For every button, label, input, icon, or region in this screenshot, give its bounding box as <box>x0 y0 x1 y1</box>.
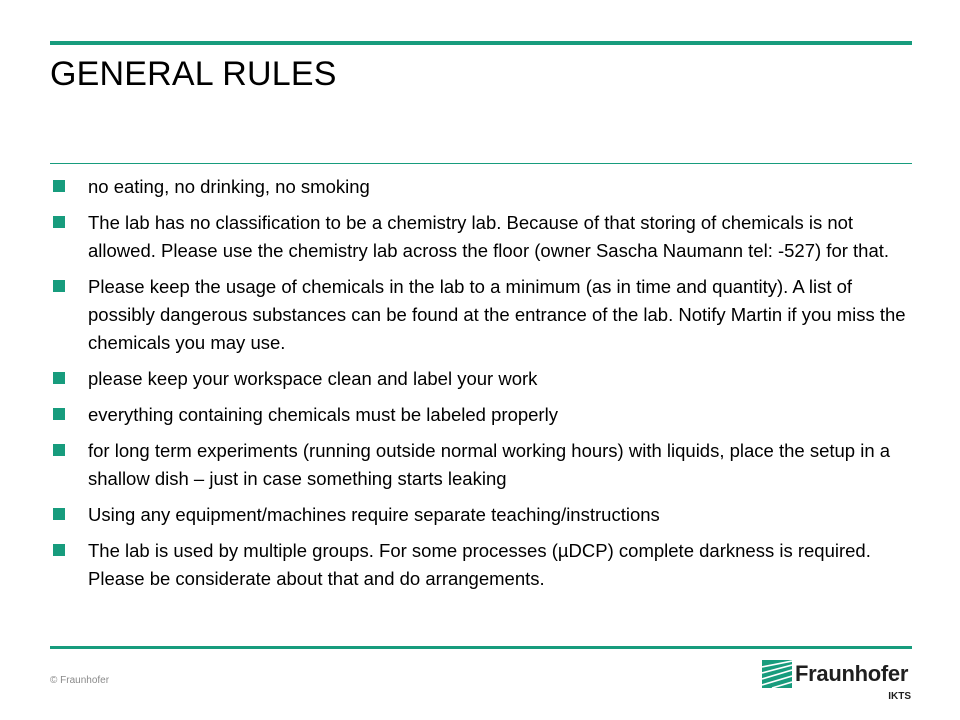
title-underline <box>50 163 912 164</box>
bullet-text: no eating, no drinking, no smoking <box>88 176 370 197</box>
bullet-item <box>50 401 910 429</box>
bullet-item <box>50 173 910 201</box>
square-bullet-icon <box>53 280 65 292</box>
bullet-item <box>50 365 910 393</box>
bullet-text: everything containing chemicals must be labeled properly <box>88 404 558 425</box>
square-bullet-icon <box>53 372 65 384</box>
logo-institute: IKTS <box>888 691 911 702</box>
bullet-item <box>50 501 910 529</box>
bottom-rule <box>50 646 912 649</box>
bullet-item <box>50 209 910 265</box>
bullet-text: for long term experiments (running outside normal working hours) with liquids, place the setup in a shallow dish – just in case something starts leaking <box>88 440 891 489</box>
top-rule <box>50 41 912 45</box>
slide-title: GENERAL RULES <box>50 55 337 93</box>
square-bullet-icon <box>53 444 65 456</box>
bullet-text: The lab is used by multiple groups. For some processes (µDCP) complete darkness is required. Please be considerate about that and do arrangements. <box>88 540 871 589</box>
bullet-text: please keep your workspace clean and label your work <box>88 368 538 389</box>
square-bullet-icon <box>53 544 65 556</box>
fraunhofer-logo-icon <box>762 660 792 688</box>
fraunhofer-logo <box>762 658 912 708</box>
logo-wordmark: Fraunhofer <box>795 661 909 686</box>
square-bullet-icon <box>53 216 65 228</box>
bullet-item <box>50 273 910 357</box>
square-bullet-icon <box>53 408 65 420</box>
copyright-notice: © Fraunhofer <box>50 675 110 686</box>
bullet-text: Using any equipment/machines require separate teaching/instructions <box>88 504 660 525</box>
square-bullet-icon <box>53 508 65 520</box>
bullet-text: The lab has no classification to be a chemistry lab. Because of that storing of chemicals is not allowed. Please use the chemistry lab across the floor (owner Sascha Naumann tel: -527) for that. <box>88 212 890 261</box>
bullet-item <box>50 437 910 493</box>
square-bullet-icon <box>53 180 65 192</box>
bullet-item <box>50 537 910 593</box>
bullet-text: Please keep the usage of chemicals in the lab to a minimum (as in time and quantity). A list of possibly dangerous substances can be found at the entrance of the lab. Notify Martin if you miss the chemicals you may use. <box>88 276 906 353</box>
bullet-list <box>50 173 910 601</box>
